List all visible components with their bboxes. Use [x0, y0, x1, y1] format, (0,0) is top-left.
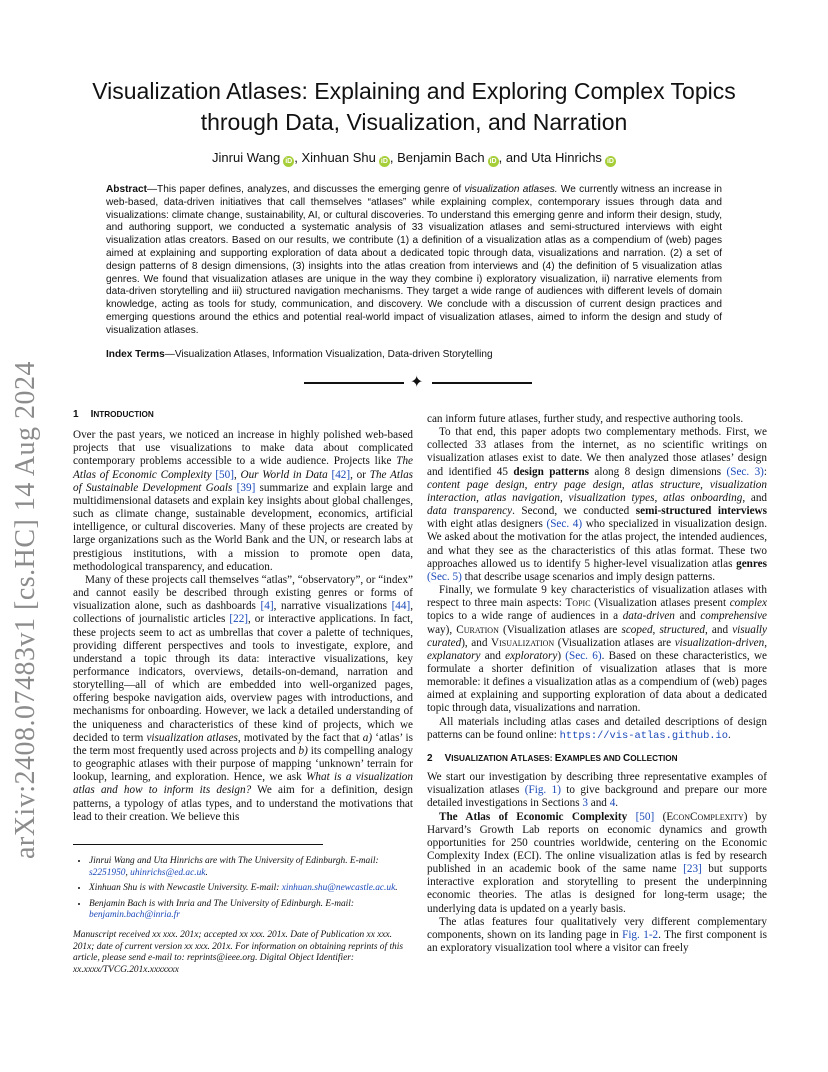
section-link[interactable]: (Sec. 5) — [427, 570, 462, 583]
paragraph: The atlas features four qualitatively very different complementary components, shown on its landing page in Fig. 1-2. The first component is an exploratory visualization tool where a visitor can freely — [427, 915, 767, 955]
author-name: Benjamin Bach — [397, 150, 485, 165]
title-line-1: Visualization Atlases: Explaining and Exploring Complex Topics — [92, 78, 736, 104]
section-link[interactable]: (Sec. 4) — [546, 518, 583, 531]
footnote-item: • Jinrui Wang and Uta Hinrichs are with The University of Edinburgh. E-mail: s2251950, uhinrichs@ed.ac.uk. — [89, 856, 413, 879]
citation-link[interactable]: [22] — [229, 613, 249, 626]
citation-link[interactable]: [23] — [683, 863, 702, 876]
paragraph: The Atlas of Economic Complexity [50] (EconComplexity) by Harvard’s Growth Lab reports on economic dynamics and growth opportunities for 250 countries worldwide, centering on the Economic Complexity Index (ECI). The online visualization atlas is fed by research published in an academic book of the same name [23] but supports interactive exploration and storytelling to present the underpinning economic theories. The atlas is designed for long-term usage; the underlying data is updated on a yearly basis. — [427, 810, 767, 915]
section-link[interactable]: 4 — [609, 797, 616, 810]
section-heading-examples: 2 VISUALIZATION ATLASES: EXAMPLES AND COLLECTION — [427, 752, 678, 764]
citation-link[interactable]: [50] — [215, 468, 234, 481]
author-conjunction: and — [505, 150, 528, 165]
email-link[interactable]: benjamin.bach@inria.fr — [89, 910, 180, 921]
footnote-rule — [73, 844, 323, 845]
paragraph: All materials including atlas cases and detailed descriptions of design patterns can be found online: https://vis-atlas.github.io. — [427, 715, 767, 742]
divider-line-right — [432, 382, 532, 384]
orcid-icon[interactable]: iD — [285, 158, 293, 165]
email-link[interactable]: uhinrichs@ed.ac.uk — [130, 867, 206, 878]
paragraph: Many of these projects call themselves “atlas”, “observatory”, or “index” and cannot easily be described through existing genres or forms of visualization alone, such as dashboards [4], narrative visualizations [44], collections of journalistic articles [22], or interactive applications. In fact, these projects seem to act as umbrellas that cover a palette of techniques, providing different perspectives and tools to investigate, explore, and understand a topic through its data: interactive visualizations, key performance indicators, overviews, details-on-demand, narration and storytelling—all of which are embedded into well-organized pages, offering bespoke navigation aids, overview pages with introductions, and mechanisms for onboarding. However, we lack a detailed understanding of the uniqueness and characteristics of these kind of projects, which we decided to term visualization atlases, motivated by the fact that a) ‘atlas’ is the term most frequently used across projects and b) its compelling analogy to geographic atlases with their purpose of mapping ‘unknown’ terrain for lookup, learning, and exploration. Hence, we ask What is a visualization atlas and how to inform its design? We aim for a definition, design patterns, a typology of atlas types, and to understand the motivations that lead to their creation. We believe this — [73, 573, 414, 823]
footnotes — [73, 856, 413, 976]
orcid-icon[interactable]: iD — [489, 158, 497, 165]
figure-link[interactable]: Fig. 1 — [622, 928, 649, 941]
author-name: Xinhuan Shu — [301, 150, 376, 165]
abstract: Abstract—This paper defines, analyzes, and discusses the emerging genre of visualization atlases. We currently witness an increase in web-based, data-driven initiatives that call themselves “atlases” while explaining complex, contemporary issues through data and visualizations: climate change, sustainability, AI, or cultural discoveries. To understand this emerging genre and inform their design, study, and authoring support, we conducted a systematic analysis of 33 visualization atlases and semi-structured interviews with eight visualization atlas creators. Based on our results, we contribute (1) a definition of a visualization atlas as a compendium of (web) pages aimed at explaining and supporting exploration of data about a dedicated topic through data, visualizations and narration. (2) a set of design patterns of 8 design dimensions, (3) insights into the atlas creation from interviews and (4) the definition of 5 visualization atlas genres. We found that visualization atlases are unique in the way they combine i) exploratory visualization, ii) narrative elements from data-driven storytelling and iii) structured navigation mechanisms. They target a wide range of audiences with different levels of domain knowledge, acting as tools for study, communication, and discovery. We conclude with a discussion of current design practices and emerging questions around the ethics and potential real-world impact of visualization atlases, aimed to inform the design and study of visualization atlases. — [106, 184, 722, 336]
section-heading-introduction: 1 INTRODUCTION — [73, 409, 154, 420]
project-url-link[interactable]: https://vis-atlas.github.io — [559, 729, 729, 742]
citation-link[interactable]: [39] — [236, 481, 256, 494]
author-list: Jinrui Wang iD , Xinhuan Shu iD , Benjamin Bach iD , and Uta Hinrichs iD — [212, 150, 614, 165]
title-line-2: through Data, Visualization, and Narration — [200, 109, 628, 135]
paper-title — [80, 76, 748, 138]
orcid-icon[interactable]: iD — [380, 158, 388, 165]
left-column — [73, 408, 413, 824]
citation-link[interactable]: [50] — [635, 810, 655, 823]
paragraph: Finally, we formulate 9 key characteristics of visualization atlases with respect to three main aspects: Topic (Visualization atlases present complex topics to a wide range of audiences in a data-driven and comprehensive way), Curation (Visualization atlases are scoped, structured, and visually curated), and Visualization (Visualization atlases are visualization-driven, explanatory and exploratory) (Sec. 6). Based on these characteristics, we formulate a shorter definition of visualization atlases that is more memorable: it defines a visualization atlas as a compendium of (web) pages aimed at explaining and supporting exploration of data about a dedicated topic through data, visualizations and narration. — [427, 584, 768, 715]
citation-link[interactable]: [44] — [391, 600, 411, 613]
section-link[interactable]: 3 — [582, 797, 588, 810]
section-link[interactable]: (Sec. 6) — [565, 649, 602, 662]
paragraph: We start our investigation by describing three representative examples of visualization atlases (Fig. 1) to give background and prepare our more detailed investigations in Sections 3 and 4. — [427, 771, 767, 810]
section-divider — [304, 372, 532, 391]
divider-line-left — [304, 382, 404, 384]
index-terms: Index Terms—Visualization Atlases, Information Visualization, Data-driven Storytelling — [106, 349, 493, 360]
paragraph: To that end, this paper adopts two complementary methods. First, we collected 33 atlases from the internet, as no scientific writings on visualization atlases exist to date. We then analyzed those atlases’ design and identified 45 design patterns along 8 design dimensions (Sec. 3): content page design, entry page design, atlas structure, visualization interaction, atlas navigation, visualization types, atlas onboarding, and data transparency. Second, we conducted semi-structured interviews with eight atlas designers (Sec. 4) who specialized in visualization design. We asked about the motivation for the atlas project, the intended audiences, and what they see as the characteristics of this atlas format. These two approaches allowed us to identify 5 higher-level visualization atlas genres (Sec. 5) that describe usage scenarios and imply design patterns. — [427, 426, 768, 583]
orcid-icon[interactable]: iD — [606, 158, 614, 165]
abstract-label: Abstract — [106, 184, 147, 195]
figure-link[interactable]: (Fig. 1) — [524, 784, 561, 797]
email-link[interactable]: xinhuan.shu@newcastle.ac.uk — [281, 883, 396, 894]
manuscript-note: Manuscript received xx xxx. 201x; accepted xx xxx. 201x. Date of Publication xx xxx. 201x; date of current version xx xxx. 201x. For information on obtaining reprints of this article, please send e-mail to: reprints@ieee.org. Digital Object Identifier: xx.xxxx/TVCG.201x.xxxxxxx — [73, 929, 403, 975]
right-column — [427, 413, 767, 955]
section-link[interactable]: (Sec. 3) — [726, 465, 764, 478]
figure-link[interactable]: -2 — [648, 928, 659, 941]
author-name: Jinrui Wang — [212, 150, 281, 165]
arxiv-stamp: arXiv:2408.07483v1 [cs.HC] 14 Aug 2024 — [10, 360, 41, 860]
citation-link[interactable]: [42] — [331, 468, 351, 481]
footnote-item: • Xinhuan Shu is with Newcastle University. E-mail: xinhuan.shu@newcastle.ac.uk. — [89, 883, 413, 895]
index-terms-label: Index Terms — [106, 349, 165, 360]
footnote-item: • Benjamin Bach is with Inria and The University of Edinburgh. E-mail: benjamin.bach@inria.fr — [89, 899, 413, 922]
paragraph: can inform future atlases, further study, and respective authoring tools. — [427, 413, 744, 425]
citation-link[interactable]: [4] — [260, 600, 274, 613]
author-name: Uta Hinrichs — [531, 150, 602, 165]
email-link[interactable]: s2251950 — [89, 867, 126, 878]
paragraph: Over the past years, we noticed an increase in highly polished web-based projects that use visualizations to make data about complicated contemporary problems accessible to a wide audience. Projects like The Atlas of Economic Complexity [50], Our World in Data [42], or The Atlas of Sustainable Development Goals [39] summarize and explain large and multidimensional datasets and explain key insights about global challenges, such as climate change, sustainable development, economics, artificial intelligence, or cultural discoveries. Many of these projects are created by large organizations such as the World Bank and the UN, or research labs at prestigious institutions, with a mission to promote open data, methodological transparency, and education. — [73, 429, 414, 573]
divider-star-icon: ✦ — [410, 372, 424, 391]
